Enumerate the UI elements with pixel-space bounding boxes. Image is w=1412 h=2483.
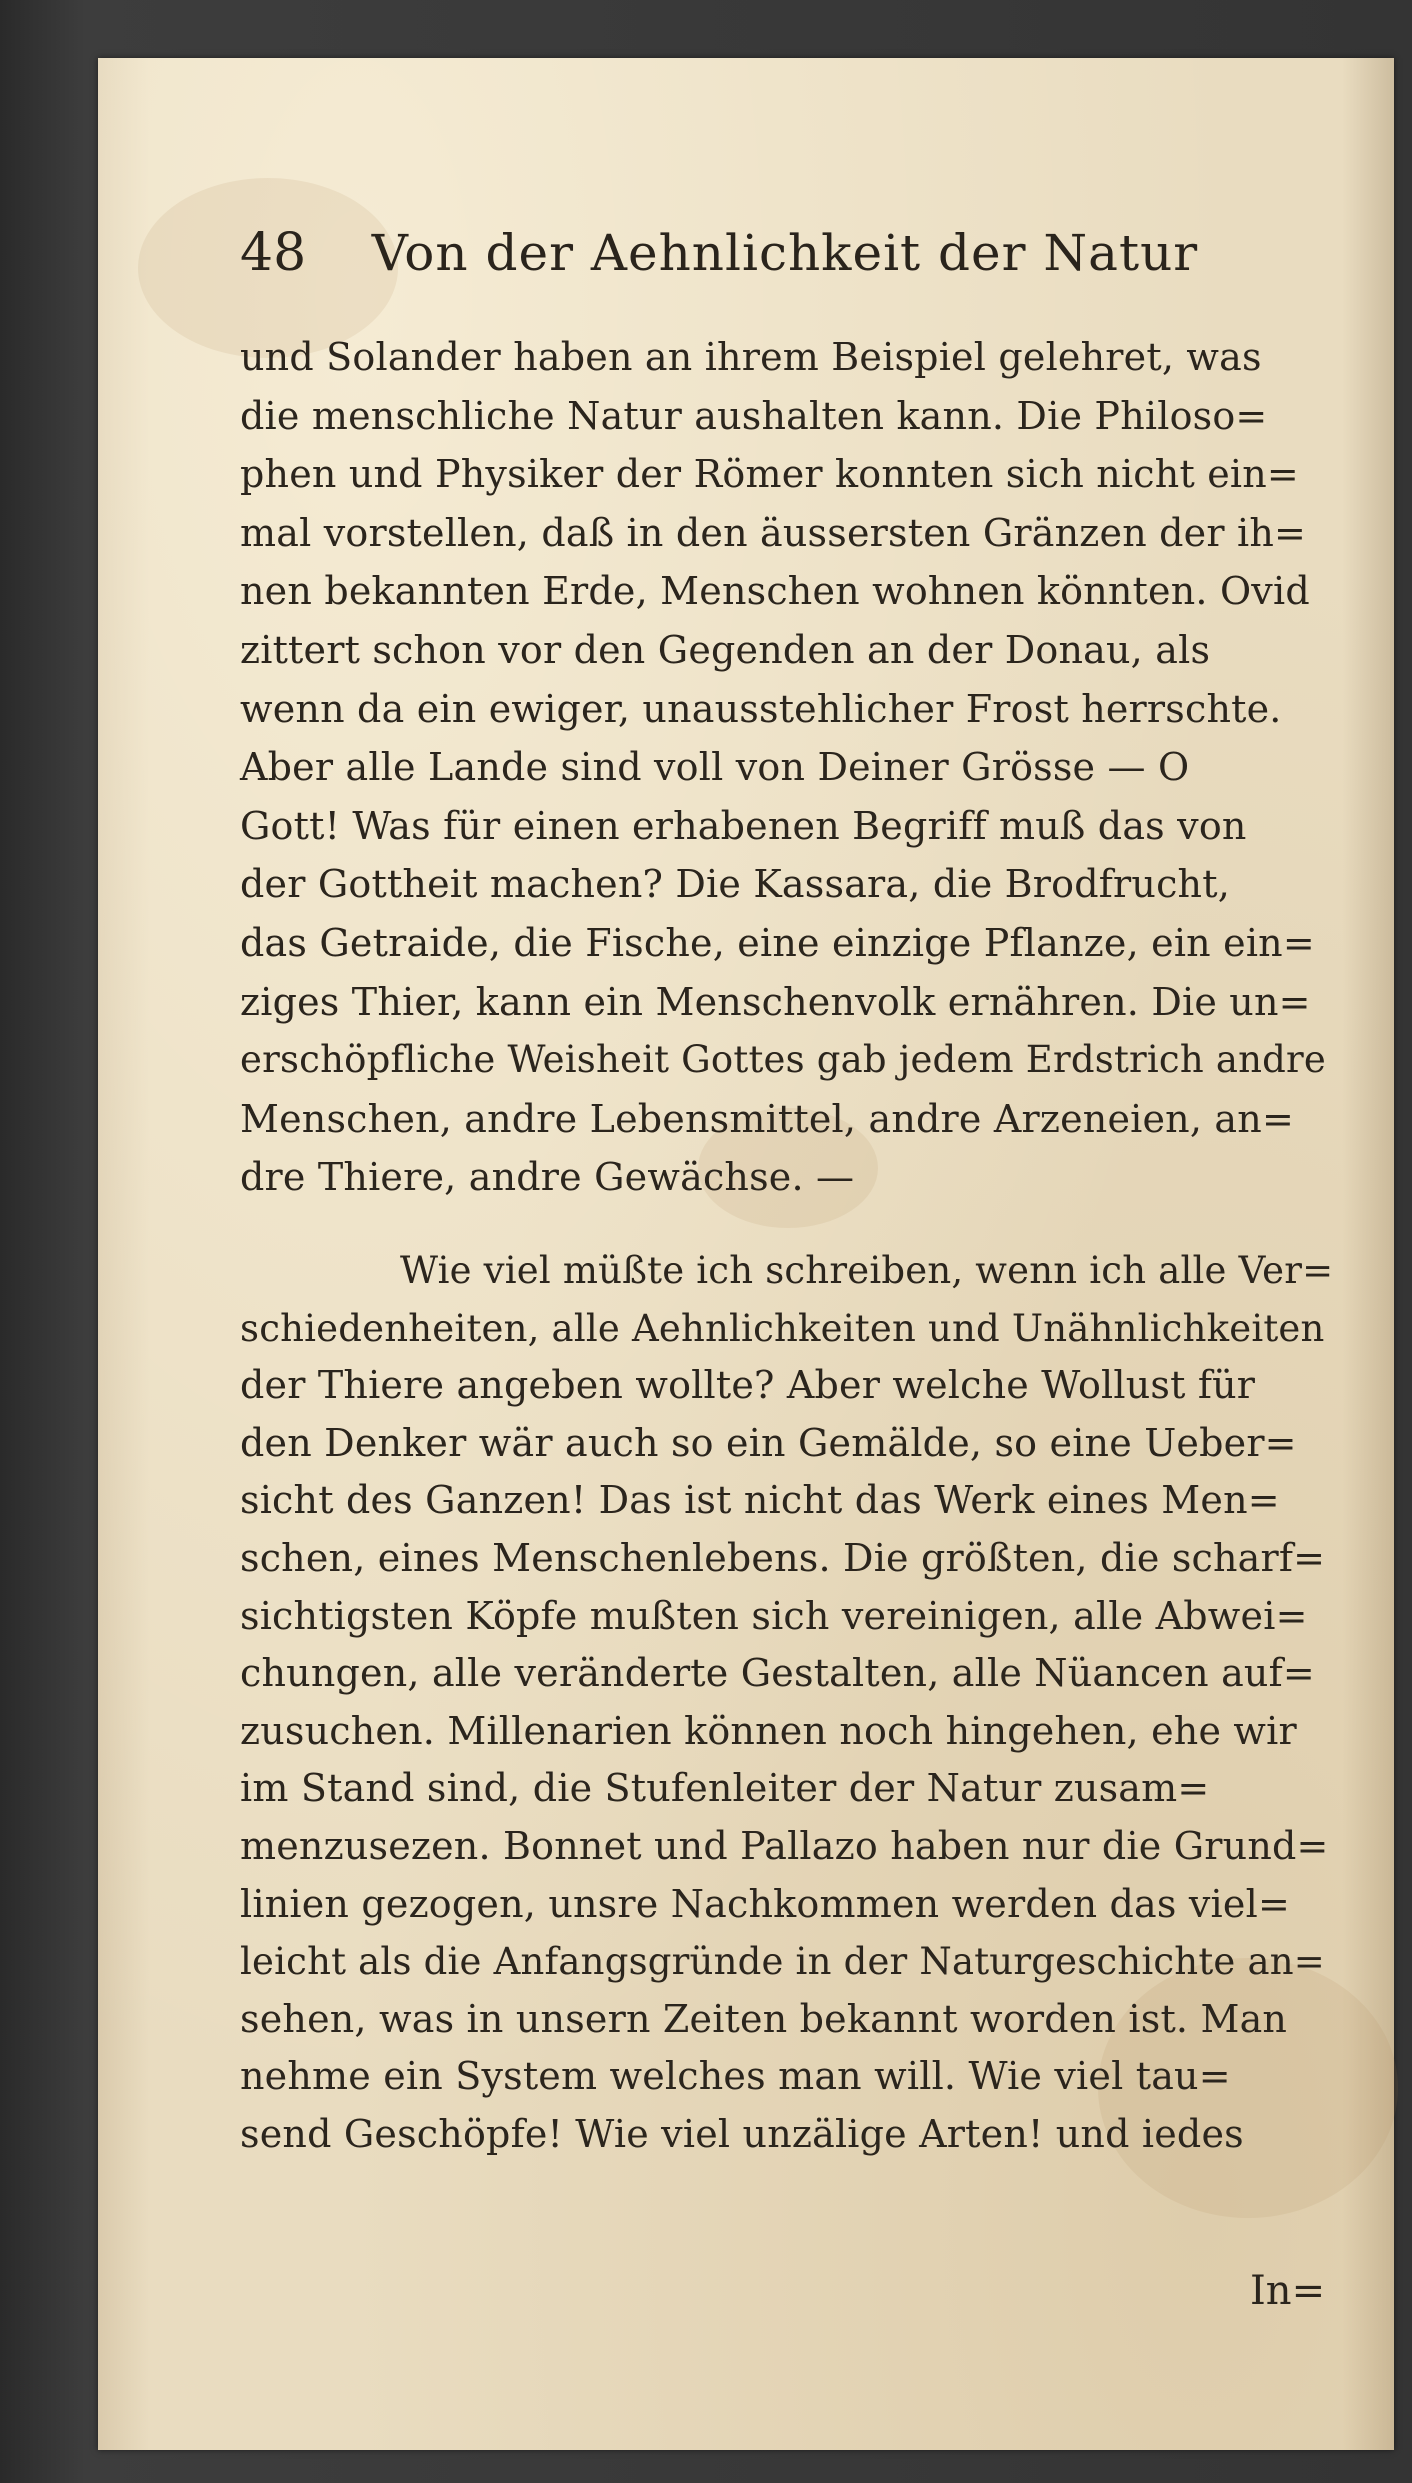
text-line: send Geschöpfe! Wie viel unzälige Arten! und iedes	[240, 2111, 1244, 2156]
text-line: Aber alle Lande sind voll von Deiner Grösse — O	[240, 745, 1190, 790]
text-line: nehme ein System welches man will. Wie viel tau=	[240, 2054, 1231, 2099]
text-line: schiedenheiten, alle Aehnlichkeiten und Unähnlichkeiten	[240, 1306, 1325, 1350]
text-line: die menschliche Natur aushalten kann. Die Philoso=	[240, 393, 1268, 438]
text-line: sichtigsten Köpfe mußten sich vereinigen, alle Abwei=	[240, 1593, 1308, 1638]
text-line: der Gottheit machen? Die Kassara, die Brodfrucht,	[240, 862, 1230, 907]
text-line: dre Thiere, andre Gewächse. —	[240, 1155, 855, 1200]
text-line: Wie viel müßte ich schreiben, wenn ich alle Ver=	[400, 1249, 1334, 1292]
text-line: das Getraide, die Fische, eine einzige Pflanze, ein ein=	[240, 920, 1315, 965]
paragraph-1	[240, 328, 1340, 1207]
text-line: den Denker wär auch so ein Gemälde, so eine Ueber=	[240, 1420, 1297, 1465]
page-header	[240, 218, 1230, 288]
text-line: leicht als die Anfangsgründe in der Naturgeschichte an=	[240, 1940, 1325, 1984]
page-number: 48	[240, 223, 307, 283]
text-line: mal vorstellen, daß in den äussersten Gränzen der ih=	[240, 510, 1307, 555]
text-line: Menschen, andre Lebensmittel, andre Arzeneien, an=	[240, 1096, 1294, 1141]
text-line: sicht des Ganzen! Das ist nicht das Werk eines Men=	[240, 1478, 1280, 1523]
text-line: sehen, was in unsern Zeiten bekannt worden ist. Man	[240, 1996, 1288, 2041]
text-line: schen, eines Menschenlebens. Die größten, die scharf=	[240, 1535, 1326, 1580]
text-line: wenn da ein ewiger, unausstehlicher Frost herrschte.	[240, 686, 1282, 731]
text-line: Gott! Was für einen erhabenen Begriff muß das von	[240, 803, 1247, 848]
text-line: chungen, alle veränderte Gestalten, alle Nüancen auf=	[240, 1651, 1315, 1696]
running-title: Von der Aehnlichkeit der Natur	[371, 224, 1199, 282]
catchword: In=	[1250, 2268, 1326, 2314]
paragraph-2	[240, 1242, 1340, 2164]
text-line: im Stand sind, die Stufenleiter der Natur zusam=	[240, 1766, 1210, 1811]
text-line: phen und Physiker der Römer konnten sich nicht ein=	[240, 452, 1299, 497]
text-line: ziges Thier, kann ein Menschenvolk ernähren. Die un=	[240, 979, 1311, 1024]
text-line: erschöpfliche Weisheit Gottes gab jedem Erdstrich andre	[240, 1038, 1327, 1082]
text-line: nen bekannten Erde, Menschen wohnen könnten. Ovid	[240, 569, 1310, 614]
text-line: zittert schon vor den Gegenden an der Donau, als	[240, 627, 1211, 672]
text-line: linien gezogen, unsre Nachkommen werden das viel=	[240, 1881, 1290, 1926]
text-line: und Solander haben an ihrem Beispiel gelehret, was	[240, 335, 1262, 379]
text-line: zusuchen. Millenarien können noch hingehen, ehe wir	[240, 1708, 1297, 1753]
text-line: der Thiere angeben wollte? Aber welche Wollust für	[240, 1363, 1256, 1408]
text-line: menzusezen. Bonnet und Pallazo haben nur die Grund=	[240, 1823, 1329, 1868]
